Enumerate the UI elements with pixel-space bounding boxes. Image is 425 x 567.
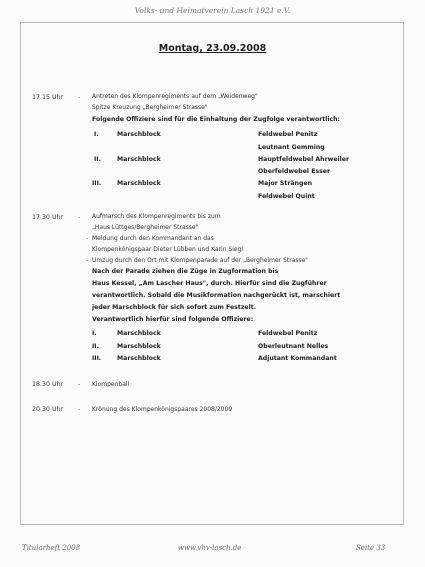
entry-time: 18.30 Uhr xyxy=(32,381,64,388)
entry-bold-line: Verantwortlich hierfür sind folgende Offiziere: xyxy=(92,316,254,323)
entry-time: 17.30 Uhr xyxy=(32,214,64,221)
footer-link[interactable]: www.vhv-lasch.de xyxy=(178,544,242,552)
block-number: II. xyxy=(94,156,101,163)
entry-bullet: - xyxy=(86,235,89,242)
entry-line: Umzug durch den Ort mit Klompenparade auf der „Bergheimer Strasse" xyxy=(92,257,309,264)
block-number: III. xyxy=(92,180,102,187)
block-number: II. xyxy=(92,343,99,350)
block-label: Marschblock xyxy=(117,131,161,138)
block-officer: Feldwebel Quint xyxy=(258,193,315,200)
entry-bold-line: jeder Marschblock für sich sofort zum Festzelt. xyxy=(92,304,257,311)
entry-dash: - xyxy=(78,381,81,388)
footer-left: Titularheft 2008 xyxy=(22,544,81,552)
entry-bold-line: verantwortlich. Sobald die Musikformation nachgerückt ist, marschiert xyxy=(92,292,341,299)
entry-line: Spitze Kreuzung „Bergheimer Strasse" xyxy=(92,104,208,111)
entry-bold-line: Folgende Offiziere sind für die Einhaltung der Zugfolge verantwortlich: xyxy=(92,116,341,123)
block-officer: Leutnant Gemming xyxy=(258,144,325,151)
block-officer: Adjutant Kommandant xyxy=(258,355,337,362)
block-number: I. xyxy=(94,131,99,138)
header-text: Volks- und Heimatverein Lasch 1921 e.V. xyxy=(134,6,291,15)
block-label: Marschblock xyxy=(117,355,161,362)
block-label: Marschblock xyxy=(117,180,161,187)
entry-line: Klompenball xyxy=(92,381,130,388)
block-label: Marschblock xyxy=(117,343,161,350)
entry-line: „Haus Lüttges/Bergheimer Strasse" xyxy=(92,224,199,231)
entry-line: Krönung des Klompenkönigspaares 2008/2009 xyxy=(92,406,233,413)
block-number: I. xyxy=(92,330,97,337)
block-number: III. xyxy=(92,355,102,362)
block-officer: Hauptfeldwebel Ahrweiler xyxy=(258,156,350,163)
block-label: Marschblock xyxy=(117,156,161,163)
entry-dash: - xyxy=(78,214,81,221)
entry-line: Aufmarsch des Klompenregiments bis zum xyxy=(92,213,221,220)
block-label: Marschblock xyxy=(117,330,161,337)
block-officer: Oberleutnant Nelles xyxy=(258,343,329,350)
page-title: Montag, 23.09.2008 xyxy=(158,43,267,54)
entry-line: Klompenkönigspaar Dieter Lübben und Karin Siegl xyxy=(92,246,244,253)
entry-bold-line: Nach der Parade ziehen die Züge in Zugformation bis xyxy=(92,268,279,275)
entry-bold-line: Haus Kessel, „Am Lascher Haus", durch. Hierfür sind die Zugführer xyxy=(92,280,327,287)
entry-line: Antreten des Klompenregiments auf dem „Weidenweg" xyxy=(92,93,258,100)
block-officer: Major Strängen xyxy=(258,180,312,187)
entry-dash: - xyxy=(78,406,81,413)
footer-page-number: Seite 33 xyxy=(356,544,386,552)
entry-line: Meldung durch den Kommandant an das xyxy=(92,235,214,242)
entry-time: 17.15 Uhr xyxy=(32,94,64,101)
entry-bullet: - xyxy=(86,257,89,264)
entry-dash: - xyxy=(78,94,81,101)
entry-time: 20.30 Uhr xyxy=(32,406,64,413)
block-officer: Oberfeldwebel Esser xyxy=(258,168,331,175)
block-officer: Feldwebel Penitz xyxy=(258,330,318,337)
block-officer: Feldwebel Penitz xyxy=(258,131,318,138)
